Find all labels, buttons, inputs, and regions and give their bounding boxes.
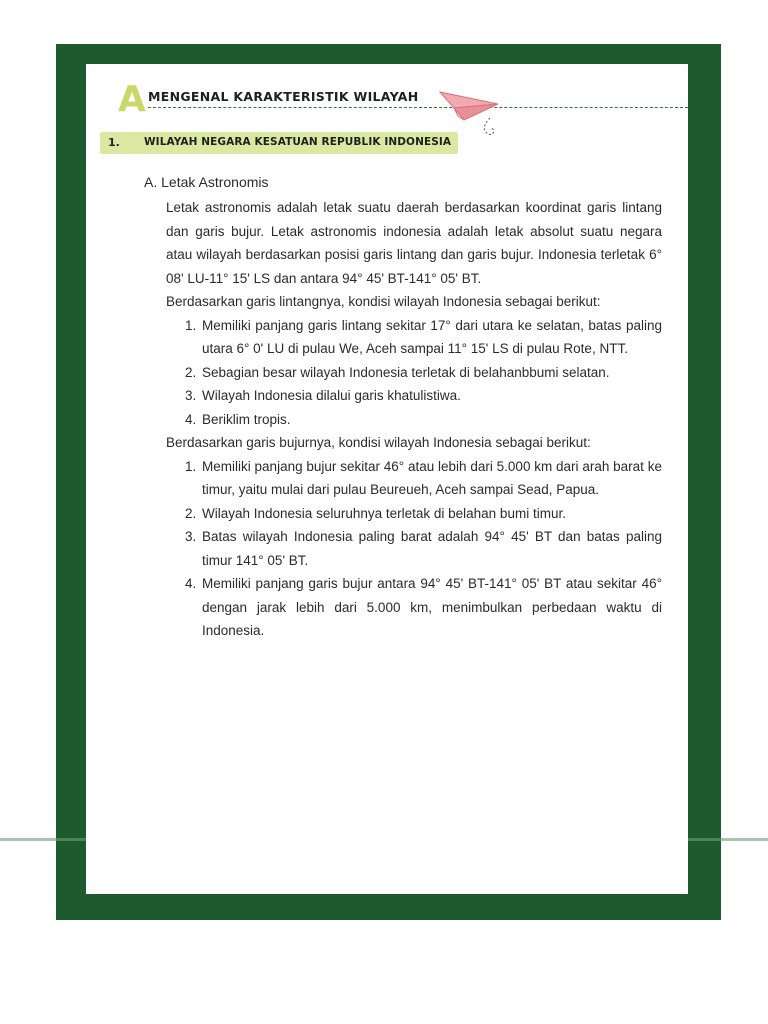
- document-page: [86, 64, 688, 894]
- list-item: 2. Wilayah Indonesia seluruhnya terletak di belahan bumi timur.: [200, 502, 662, 526]
- list-item: 1. Memiliki panjang bujur sekitar 46° atau lebih dari 5.000 km dari arah barat ke timur, yaitu mulai dari pulau Beureueh, Aceh sampai Sead, Papua.: [200, 455, 662, 502]
- list-item: 3. Batas wilayah Indonesia paling barat adalah 94° 45' BT dan batas paling timur 141° 05' BT.: [200, 525, 662, 572]
- section-header: [118, 80, 678, 120]
- content-body: [142, 172, 662, 643]
- lintang-intro: Berdasarkan garis lintangnya, kondisi wilayah Indonesia sebagai berikut:: [166, 294, 601, 309]
- intro-paragraph: Letak astronomis adalah letak suatu daerah berdasarkan koordinat garis lintang dan garis bujur. Letak astronomis indonesia adalah letak absolut suatu negara atau wilayah berdasarkan posisi garis lintang dan garis bujur. Indonesia terletak 6° 08' LU-11° 15' LS dan antara 94° 45' BT-141° 05' BT.: [166, 200, 662, 286]
- list-item: 4. Beriklim tropis.: [200, 408, 662, 432]
- subsection-banner: [100, 132, 458, 154]
- subsection-number: 1.: [108, 136, 120, 149]
- bujur-intro: Berdasarkan garis bujurnya, kondisi wilayah Indonesia sebagai berikut:: [166, 435, 591, 450]
- lintang-list: [142, 314, 662, 432]
- list-item: 2. Sebagian besar wilayah Indonesia terletak di belahanbbumi selatan.: [200, 361, 662, 385]
- paper-plane-icon: [434, 78, 514, 138]
- list-item: 4. Memiliki panjang garis bujur antara 94° 45' BT-141° 05' BT atau sekitar 46° dengan jarak lebih dari 5.000 km, menimbulkan perbedaan waktu di Indonesia.: [200, 572, 662, 643]
- section-title: MENGENAL KARAKTERISTIK WILAYAH: [148, 89, 419, 104]
- list-item: 1. Memiliki panjang garis lintang sekitar 17° dari utara ke selatan, batas paling utara 6° 0' LU di pulau We, Aceh sampai 11° 15' LS di pulau Rote, NTT.: [200, 314, 662, 361]
- bujur-list: [142, 455, 662, 643]
- header-dashed-line: [148, 107, 688, 108]
- subheading-letak-astronomis: A. Letak Astronomis: [144, 174, 269, 190]
- list-item: 3. Wilayah Indonesia dilalui garis khatulistiwa.: [200, 384, 662, 408]
- section-letter: A: [118, 79, 146, 120]
- subsection-title: WILAYAH NEGARA KESATUAN REPUBLIK INDONESIA: [144, 136, 452, 148]
